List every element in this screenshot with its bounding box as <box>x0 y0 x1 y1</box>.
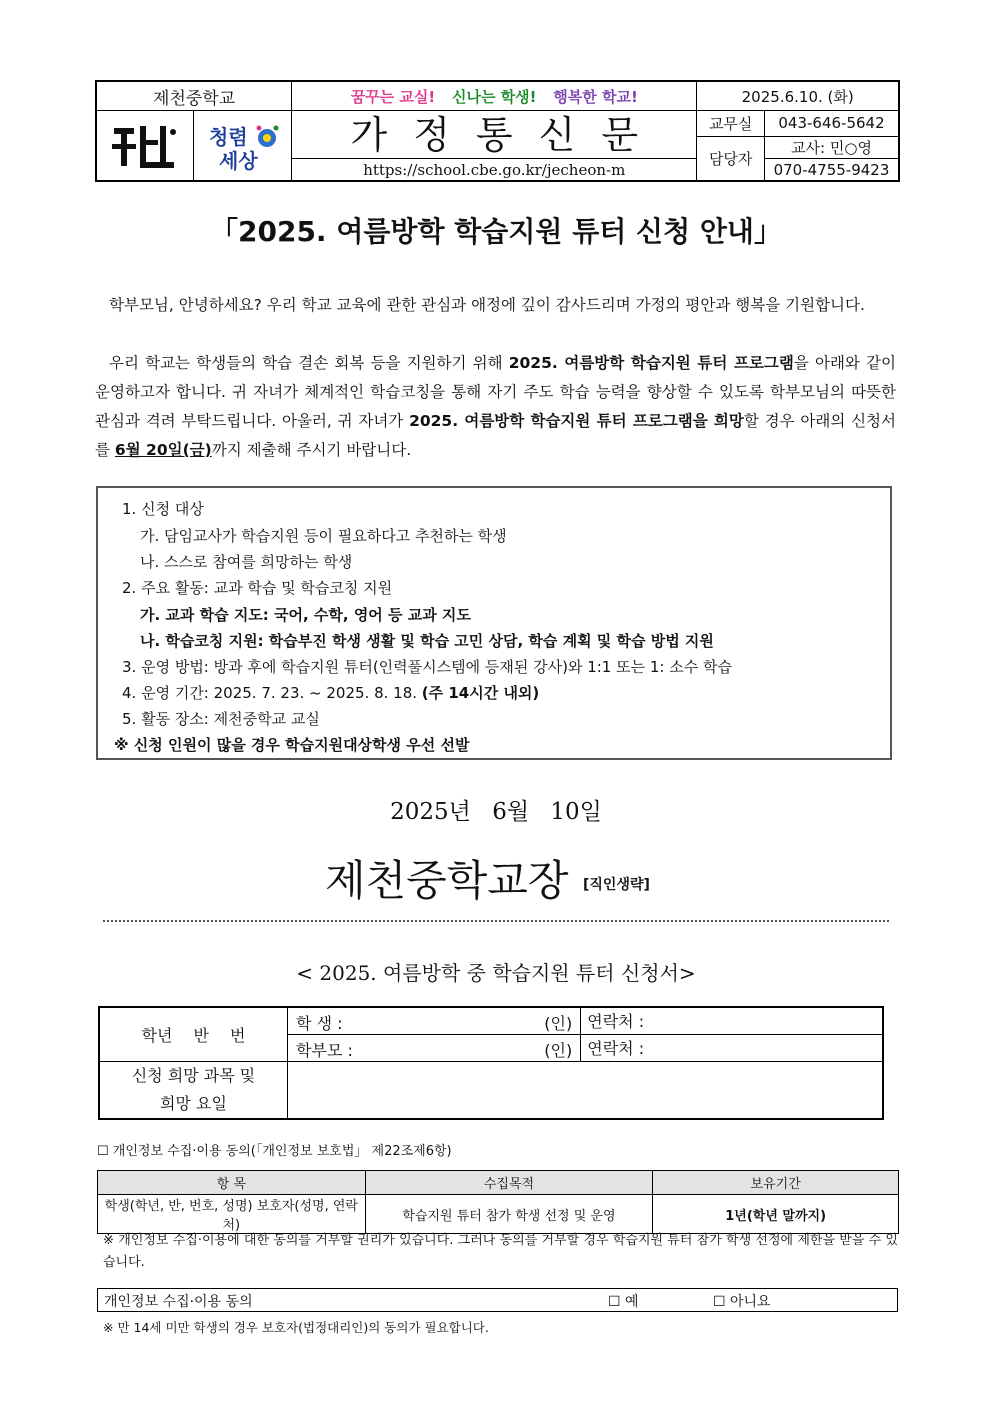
intro-p2-g: 까지 제출해 주시기 바랍니다. <box>211 441 412 459</box>
student-contact-field[interactable] <box>581 1007 883 1034</box>
office-label: 교무실 <box>697 111 765 137</box>
info-line-4-hours: (주 14시간 내외) <box>421 684 540 702</box>
intro-p2-b: 2025. 여름방학 학습지원 튜터 프로그램 <box>508 354 794 372</box>
intro-p2-e: 할 경우 아래의 신청서를 <box>95 412 896 459</box>
seal-omitted: [직인생략] <box>583 877 650 893</box>
intro-p2-c: 을 아래와 같이 운영하고자 합니다. 귀 자녀가 체계적인 학습코칭을 통해 자기 주도 학습 능력을 향상할 수 있도록 학부모님의 따뜻한 관심과 격려 부탁드립니다. 아울러, 귀 자녀가 <box>95 354 896 430</box>
form-title: < 2025. 여름방학 중 학습지원 튜터 신청서> <box>296 961 696 985</box>
newsletter-title: 가정통신문 <box>292 111 697 159</box>
info-line-4 <box>122 682 539 703</box>
student-label: 학 생 : <box>296 1014 343 1033</box>
program-info-box <box>96 486 892 760</box>
integrity-emblem <box>194 118 291 174</box>
school-slogan <box>292 81 697 111</box>
teacher-phone: 070-4755-9423 <box>765 159 899 181</box>
school-logo-cell <box>96 111 194 181</box>
parent-contact-field[interactable] <box>581 1034 883 1061</box>
intro-paragraph-1: 학부모님, 안녕하세요? 우리 학교 교육에 관한 관심과 애정에 깊이 감사드리며 가정의 평안과 행복을 기원합니다. <box>109 296 865 314</box>
intro-p2-a: 우리 학교는 학생들의 학습 결손 회복 등을 지원하기 위해 <box>109 354 509 372</box>
subject-day-label <box>99 1061 288 1119</box>
grade-class-number-label: 학년 반 번 <box>99 1007 288 1061</box>
newsletter-header <box>95 80 900 182</box>
privacy-notice: ※ 개인정보 수집·이용에 대한 동의를 거부할 권리가 있습니다. 그러나 동의를 거부할 경우 학습지원 튜터 참가 학생 선정에 제한을 받을 수 있습니다. <box>103 1233 898 1270</box>
consent-no-checkbox[interactable]: ☐ 아니요 <box>713 1294 771 1310</box>
school-name: 제천중학교 <box>96 81 292 111</box>
slogan-3: 행복한 학교! <box>553 87 638 106</box>
consent-label: 개인정보 수집·이용 동의 <box>104 1294 253 1310</box>
privacy-item: 학생(학년, 반, 번호, 성명) 보호자(성명, 연락처) <box>98 1195 366 1234</box>
emblem-cell <box>194 111 292 181</box>
svg-text:청렴: 청렴 <box>208 124 248 149</box>
slogan-1: 꿈꾸는 교실! <box>350 87 436 106</box>
cut-line <box>103 920 889 922</box>
contact-label: 담당자 <box>697 136 765 181</box>
info-line-1a: 가. 담임교사가 학습지원 등이 필요하다고 추천하는 학생 <box>140 527 507 545</box>
info-note: ※ 신청 인원이 많을 경우 학습지원대상학생 우선 선발 <box>114 736 470 754</box>
privacy-table <box>97 1170 899 1234</box>
application-form <box>98 1006 884 1120</box>
parent-sign-mark: (인) <box>544 1040 573 1060</box>
school-logo-icon <box>110 120 180 172</box>
parent-label: 학부모 : <box>296 1040 353 1060</box>
privacy-col-purpose: 수집목적 <box>365 1171 653 1195</box>
parent-field[interactable] <box>288 1034 581 1061</box>
intro-p2-d: 2025. 여름방학 학습지원 튜터 프로그램을 희망 <box>409 412 744 430</box>
consent-row <box>97 1288 898 1312</box>
page-title: 「2025. 여름방학 학습지원 튜터 신청 안내」 <box>210 215 782 248</box>
info-line-2b: 나. 학습코칭 지원: 학습부진 학생 생활 및 학습 고민 상담, 학습 계획 및 학습 방법 지원 <box>140 632 714 650</box>
subject-day-label-1: 신청 희망 과목 및 <box>131 1065 256 1085</box>
svg-text:세상: 세상 <box>218 148 258 173</box>
privacy-period: 1년(학년 말까지) <box>653 1195 899 1234</box>
student-field[interactable] <box>288 1007 581 1034</box>
school-url: https://school.cbe.go.kr/jecheon-m <box>292 159 697 181</box>
integrity-emblem-icon <box>203 118 283 174</box>
issue-date: 2025.6.10. (화) <box>697 81 899 111</box>
consent-yes-checkbox[interactable]: ☐ 예 <box>608 1294 639 1310</box>
info-line-1: 1. 신청 대상 <box>122 500 204 518</box>
subject-day-field[interactable] <box>288 1061 883 1119</box>
intro-paragraph-2 <box>95 349 896 465</box>
slogan-2: 신나는 학생! <box>452 87 537 106</box>
principal-name: 제천중학교장 <box>325 856 569 905</box>
info-line-5: 5. 활동 장소: 제천중학교 교실 <box>122 710 320 728</box>
deadline: 6월 20일(금) <box>114 441 212 459</box>
info-line-4-period: 4. 운영 기간: 2025. 7. 23. ~ 2025. 8. 18. <box>122 684 422 702</box>
teacher-name: 교사: 민○영 <box>765 136 899 158</box>
student-contact-label: 연락처 : <box>587 1012 645 1032</box>
minor-notice: ※ 만 14세 미만 학생의 경우 보호자(법정대리인)의 동의가 필요합니다. <box>103 1320 489 1335</box>
privacy-col-period: 보유기간 <box>653 1171 899 1195</box>
privacy-purpose: 학습지원 튜터 참가 학생 선정 및 운영 <box>365 1195 653 1234</box>
signature-date: 2025년 6월 10일 <box>390 799 602 825</box>
info-line-1b: 나. 스스로 참여를 희망하는 학생 <box>140 553 353 571</box>
parent-contact-label: 연락처 : <box>587 1039 645 1058</box>
info-line-3: 3. 운영 방법: 방과 후에 학습지원 튜터(인력풀시스템에 등재된 강사)와 1:1 또는 1: 소수 학습 <box>122 658 732 676</box>
privacy-heading: ☐ 개인정보 수집·이용 동의(「개인정보 보호법」 제22조제6항) <box>97 1144 452 1159</box>
privacy-col-item: 항 목 <box>98 1171 366 1195</box>
school-logo <box>97 120 193 172</box>
subject-day-label-2: 희망 요일 <box>160 1093 227 1113</box>
info-line-2a: 가. 교과 학습 지도: 국어, 수학, 영어 등 교과 지도 <box>140 606 471 624</box>
office-phone: 043-646-5642 <box>765 111 899 137</box>
student-sign-mark: (인) <box>544 1014 573 1033</box>
info-line-2: 2. 주요 활동: 교과 학습 및 학습코칭 지원 <box>122 579 393 597</box>
